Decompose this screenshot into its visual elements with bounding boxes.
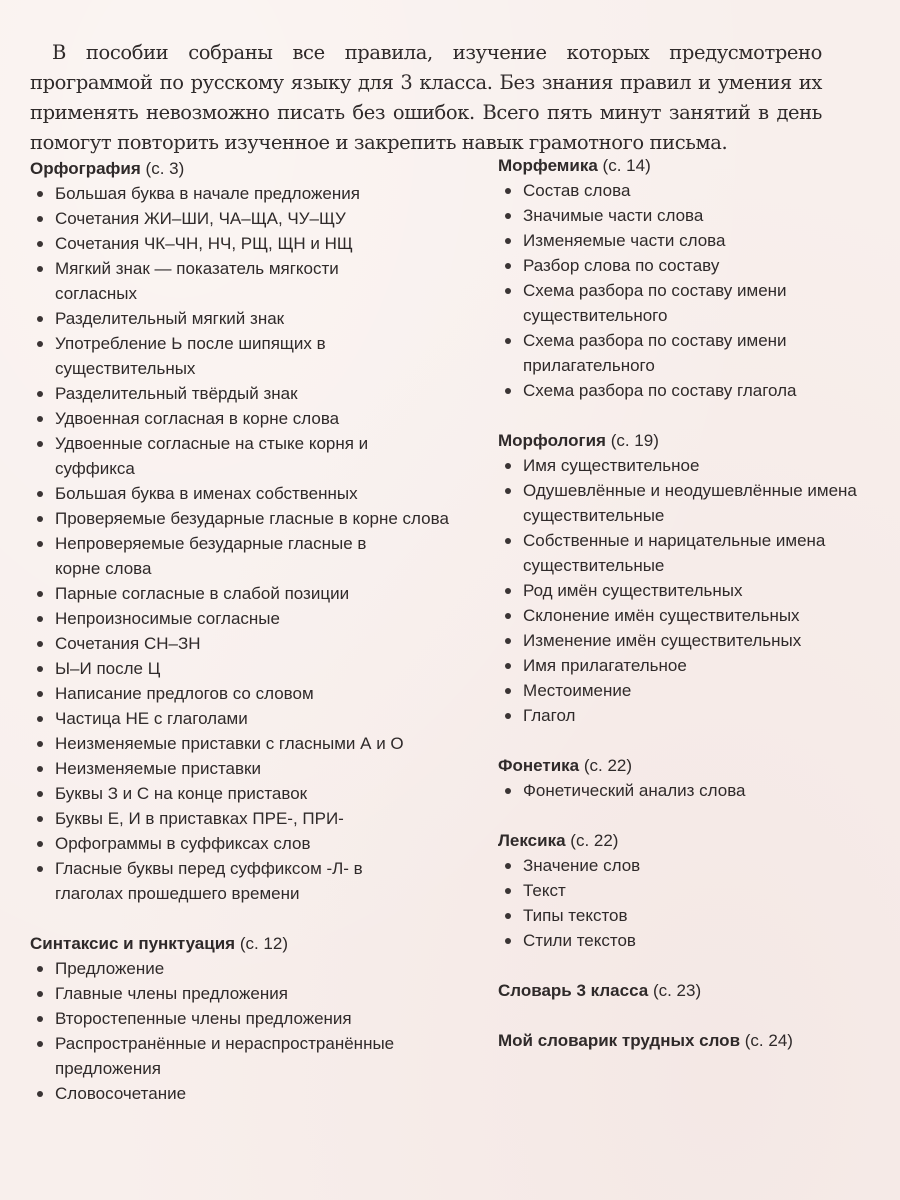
bullet-icon <box>505 338 511 344</box>
section-spacer <box>30 906 460 931</box>
list-item: Глагол <box>498 703 898 728</box>
topic-list <box>30 181 460 906</box>
list-item: Частица НЕ с глаголами <box>30 706 460 731</box>
bullet-icon <box>505 213 511 219</box>
section-page-ref: (с. 19) <box>610 431 659 450</box>
list-item: Гласные буквы перед суффиксом -Л- в глаголах прошедшего времени <box>30 856 400 906</box>
list-item: Стили текстов <box>498 928 898 953</box>
section-heading <box>30 156 460 181</box>
list-item: Второстепенные члены предложения <box>30 1006 460 1031</box>
section-heading <box>30 931 460 956</box>
list-item: Удвоенная согласная в корне слова <box>30 406 460 431</box>
section-title: Мой словарик трудных слов <box>498 1031 741 1050</box>
list-item: Разделительный твёрдый знак <box>30 381 460 406</box>
bullet-icon <box>37 441 43 447</box>
section-page-ref: (с. 23) <box>652 981 702 1000</box>
list-item: Склонение имён существительных <box>498 603 898 628</box>
bullet-icon <box>37 866 43 872</box>
section-heading <box>498 978 898 1003</box>
bullet-icon <box>505 788 511 794</box>
bullet-icon <box>505 188 511 194</box>
section-page-ref: (с. 22) <box>570 831 619 850</box>
bullet-icon <box>37 416 43 422</box>
topic-list <box>498 853 898 953</box>
section-title: Орфография <box>30 159 141 178</box>
section-page-ref: (с. 22) <box>583 756 633 775</box>
bullet-icon <box>505 263 511 269</box>
section-title: Синтаксис и пунктуация <box>30 934 236 953</box>
bullet-icon <box>505 238 511 244</box>
section-morphemics <box>498 153 898 403</box>
bullet-icon <box>37 241 43 247</box>
list-item: Состав слова <box>498 178 898 203</box>
section-morphology <box>498 428 898 728</box>
bullet-icon <box>505 688 511 694</box>
section-phonetics <box>498 753 898 803</box>
bullet-icon <box>37 541 43 547</box>
bullet-icon <box>37 191 43 197</box>
bullet-icon <box>37 766 43 772</box>
section-title: Лексика <box>498 831 566 850</box>
list-item: Изменяемые части слова <box>498 228 898 253</box>
list-item: Разделительный мягкий знак <box>30 306 460 331</box>
list-item: Имя существительное <box>498 453 898 478</box>
list-item: Большая буква в именах собственных <box>30 481 460 506</box>
list-item: Парные согласные в слабой позиции <box>30 581 460 606</box>
section-lexicon <box>498 828 898 953</box>
section-heading <box>498 828 898 853</box>
bullet-icon <box>37 1091 43 1097</box>
bullet-icon <box>37 1041 43 1047</box>
topic-list <box>498 178 898 403</box>
section-page-ref: (с. 24) <box>744 1031 793 1050</box>
list-item: Неизменяемые приставки с гласными А и О <box>30 731 495 756</box>
section-grade3-dictionary <box>498 978 898 1003</box>
bullet-icon <box>505 863 511 869</box>
right-column <box>498 153 898 1053</box>
bullet-icon <box>505 463 511 469</box>
list-item: Одушевлённые и неодушевлённые имена существительные <box>498 478 900 528</box>
section-heading <box>498 1028 898 1053</box>
list-item: Схема разбора по составу имени прилагательного <box>498 328 843 378</box>
bullet-icon <box>37 641 43 647</box>
intro-paragraph: В пособии собраны все правила, изучение которых предусмотрено программой по русскому языку для 3 класса. Без знания правил и умения их применять невозможно писать без ошибок. Всего пять минут занятий в день помогут повторить изученное и закрепить навык грамотного письма. <box>30 40 822 154</box>
list-item: Фонетический анализ слова <box>498 778 898 803</box>
bullet-icon <box>505 638 511 644</box>
list-item: Непроизносимые согласные <box>30 606 460 631</box>
bullet-icon <box>37 266 43 272</box>
list-item: Схема разбора по составу имени существительного <box>498 278 843 328</box>
bullet-icon <box>505 913 511 919</box>
bullet-icon <box>505 663 511 669</box>
topic-list <box>30 956 460 1106</box>
left-column <box>30 156 460 1106</box>
list-item: Употребление Ь после шипящих в существительных <box>30 331 365 381</box>
bullet-icon <box>37 691 43 697</box>
section-title: Фонетика <box>498 756 580 775</box>
list-item: Схема разбора по составу глагола <box>498 378 898 403</box>
section-spacer <box>498 403 898 428</box>
list-item: Большая буква в начале предложения <box>30 181 460 206</box>
bullet-icon <box>505 888 511 894</box>
list-item: Собственные и нарицательные имена существительные <box>498 528 883 578</box>
bullet-icon <box>37 391 43 397</box>
list-item: Проверяемые безударные гласные в корне слова <box>30 506 450 531</box>
bullet-icon <box>37 991 43 997</box>
bullet-icon <box>505 388 511 394</box>
bullet-icon <box>505 488 511 494</box>
list-item: Сочетания СН–ЗН <box>30 631 460 656</box>
topic-list <box>498 453 898 728</box>
bullet-icon <box>37 816 43 822</box>
section-title: Словарь 3 класса <box>498 981 649 1000</box>
bullet-icon <box>37 1016 43 1022</box>
bullet-icon <box>37 841 43 847</box>
list-item: Главные члены предложения <box>30 981 460 1006</box>
section-spacer <box>498 803 898 828</box>
list-item: Значимые части слова <box>498 203 898 228</box>
bullet-icon <box>37 966 43 972</box>
section-spacer <box>498 953 898 978</box>
list-item: Распространённые и нераспространённые предложения <box>30 1031 475 1081</box>
section-heading <box>498 153 898 178</box>
section-title: Морфология <box>498 431 606 450</box>
section-page-ref: (с. 12) <box>239 934 288 953</box>
list-item: Удвоенные согласные на стыке корня и суффикса <box>30 431 385 481</box>
section-page-ref: (с. 3) <box>145 159 185 178</box>
list-item: Буквы З и С на конце приставок <box>30 781 460 806</box>
bullet-icon <box>505 538 511 544</box>
section-spacer <box>498 728 898 753</box>
list-item: Предложение <box>30 956 460 981</box>
bullet-icon <box>505 713 511 719</box>
list-item: Текст <box>498 878 898 903</box>
bullet-icon <box>37 791 43 797</box>
list-item: Изменение имён существительных <box>498 628 898 653</box>
list-item: Сочетания ЧК–ЧН, НЧ, РЩ, ЩН и НЩ <box>30 231 460 256</box>
bullet-icon <box>37 216 43 222</box>
list-item: Мягкий знак — показатель мягкости согласных <box>30 256 385 306</box>
bullet-icon <box>37 666 43 672</box>
bullet-icon <box>37 516 43 522</box>
list-item: Буквы Е, И в приставках ПРЕ-, ПРИ- <box>30 806 460 831</box>
section-heading <box>498 753 898 778</box>
bullet-icon <box>505 938 511 944</box>
list-item: Орфограммы в суффиксах слов <box>30 831 460 856</box>
section-heading <box>498 428 898 453</box>
bullet-icon <box>505 613 511 619</box>
bullet-icon <box>505 288 511 294</box>
bullet-icon <box>37 591 43 597</box>
section-title: Морфемика <box>498 156 598 175</box>
list-item: Ы–И после Ц <box>30 656 460 681</box>
bullet-icon <box>37 741 43 747</box>
list-item: Имя прилагательное <box>498 653 898 678</box>
section-difficult-words <box>498 1028 898 1053</box>
list-item: Род имён существительных <box>498 578 898 603</box>
topic-list <box>498 778 898 803</box>
list-item: Неизменяемые приставки <box>30 756 460 781</box>
list-item: Словосочетание <box>30 1081 460 1106</box>
section-orthography <box>30 156 460 906</box>
list-item: Разбор слова по составу <box>498 253 898 278</box>
list-item: Сочетания ЖИ–ШИ, ЧА–ЩА, ЧУ–ЩУ <box>30 206 460 231</box>
bullet-icon <box>37 341 43 347</box>
bullet-icon <box>37 616 43 622</box>
list-item: Написание предлогов со словом <box>30 681 460 706</box>
bullet-icon <box>37 316 43 322</box>
bullet-icon <box>37 491 43 497</box>
section-spacer <box>498 1003 898 1028</box>
section-page-ref: (с. 14) <box>602 156 651 175</box>
bullet-icon <box>505 588 511 594</box>
list-item: Значение слов <box>498 853 898 878</box>
list-item: Непроверяемые безударные гласные в корне слова <box>30 531 400 581</box>
list-item: Типы текстов <box>498 903 898 928</box>
bullet-icon <box>37 716 43 722</box>
list-item: Местоимение <box>498 678 898 703</box>
section-syntax-punctuation <box>30 931 460 1106</box>
